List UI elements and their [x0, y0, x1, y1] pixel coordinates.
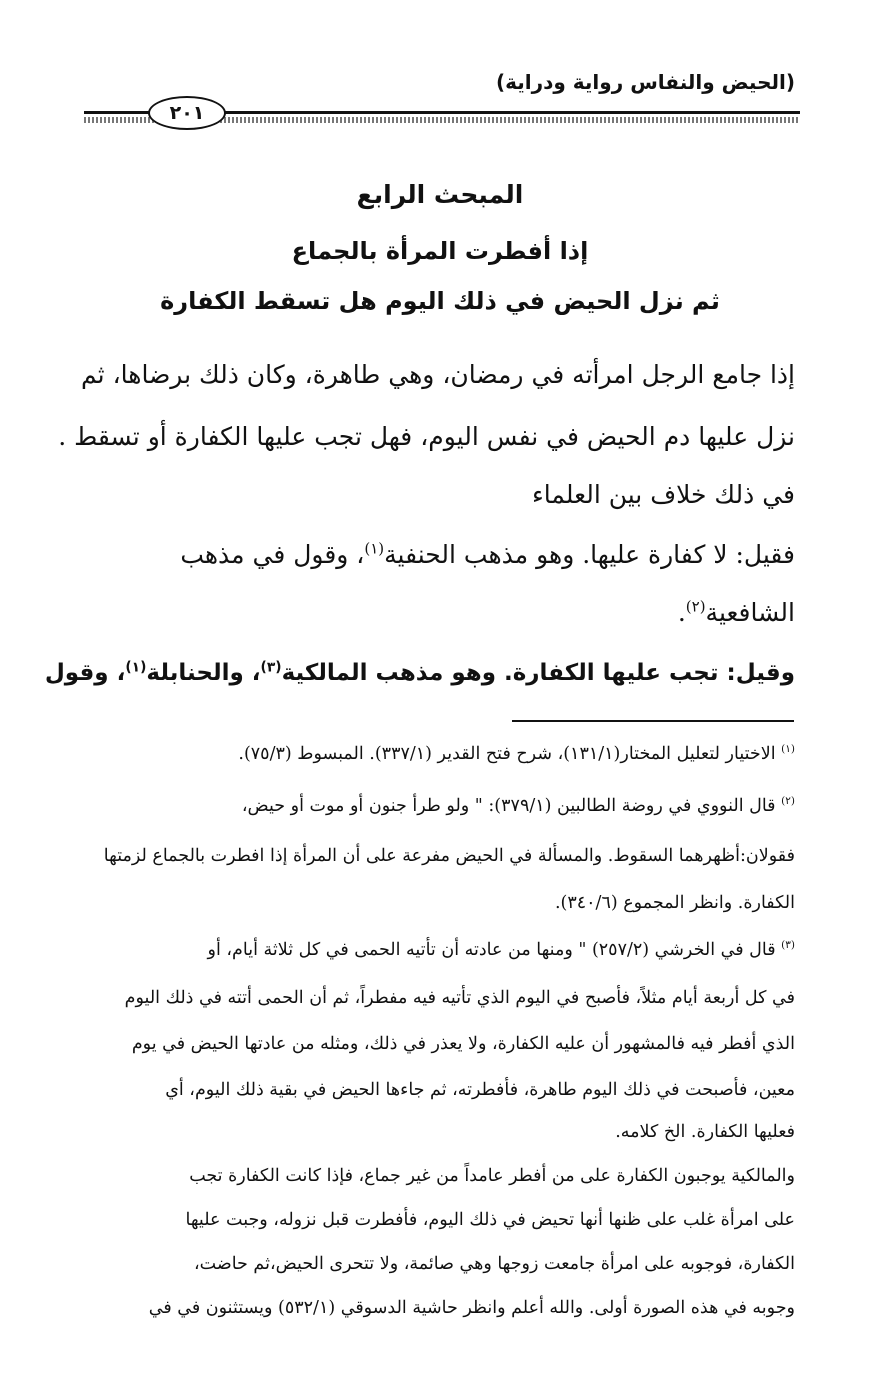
footnote-3-line-5: فعليها الكفارة. الخ كلامه. [615, 1122, 795, 1142]
paragraph-4-text-b: ، والحنابلة [146, 660, 261, 686]
footnote-1-marker: (١) [781, 743, 795, 756]
paragraph-4-text-a: وقيل: تجب عليها الكفارة. وهو مذهب المالكية [281, 660, 795, 686]
paragraph-4 [45, 660, 795, 686]
footnote-ref-4[interactable]: (١) [125, 659, 147, 676]
footnote-3-line-7: على امرأة غلب على ظنها أنها تحيض في ذلك اليوم، فأفطرت قبل نزوله، وجبت عليها [185, 1210, 795, 1230]
footnote-2-marker: (٢) [781, 795, 795, 808]
footnote-1 [238, 744, 795, 764]
footnote-3-line-8: الكفارة، فوجوبه على امرأة جامعت زوجها وهي صائمة، ولا تتحرى الحيض،ثم حاضت، [194, 1254, 795, 1274]
footnote-2-line-2: فقولان:أظهرهما السقوط. والمسألة في الحيض مفرعة على أن المرأة إذا افطرت بالجماع لزمتها [103, 846, 795, 866]
paragraph-2: في ذلك خلاف بين العلماء [532, 480, 795, 509]
footnote-3-text-1: قال في الخرشي (٢٥٧/٢) " ومنها من عادته أن تأتيه الحمى في كل ثلاثة أيام، أو [207, 940, 776, 960]
footnote-2-text-1: قال النووي في روضة الطالبين (٣٧٩/١): " ولو طرأ جنون أو موت أو حيض، [241, 796, 776, 816]
section-subheading-1: إذا أفطرت المرأة بالجماع [291, 237, 589, 265]
footnote-ref-2[interactable]: (٢) [685, 597, 706, 616]
paragraph-3-text-b: ، وقول في مذهب [180, 540, 365, 569]
paragraph-3-text-a: فقيل: لا كفارة عليها. وهو مذهب الحنفية [384, 540, 795, 569]
footnote-2-line-3: الكفارة. وانظر المجموع (٣٤٠/٦). [554, 893, 795, 913]
paragraph-4-text-c: ، وقول [44, 660, 126, 686]
paragraph-3-text-d: . [677, 598, 686, 627]
footnote-2-line-1 [242, 796, 795, 816]
footnote-3-line-4: معين، فأصبحت في ذلك اليوم طاهرة، فأفطرته، ثم جاءها الحيض في بقية ذلك اليوم، أي [165, 1080, 795, 1100]
footnote-3-marker: (٣) [781, 939, 795, 952]
paragraph-3-line-2 [678, 598, 795, 627]
footnote-3-line-9: وجوبه في هذه الصورة أولى. والله أعلم وانظر حاشية الدسوقي (٥٣٢/١) ويستثنون في في [148, 1298, 795, 1318]
paragraph-3-line-1 [180, 540, 795, 569]
paragraph-1-line-1: إذا جامع الرجل امرأته في رمضان، وهي طاهرة، وكان ذلك برضاها، ثم [81, 360, 795, 389]
footnote-ref-1[interactable]: (١) [364, 539, 385, 558]
section-heading: المبحث الرابع [356, 180, 524, 209]
paragraph-1-line-2: نزل عليها دم الحيض في نفس اليوم، فهل تجب عليها الكفارة أو تسقط . [58, 422, 795, 451]
book-title: (الحيض والنفاس رواية ودراية) [495, 70, 795, 94]
footnote-3-line-1 [208, 940, 795, 960]
paragraph-3-text-c: الشافعية [705, 598, 795, 627]
footnote-3-line-2: في كل أربعة أيام مثلاً، فأصبح في اليوم الذي تأتيه فيه مفطراً، ثم أن الحمى أتته في ذلك اليوم [124, 988, 795, 1008]
footnote-separator [512, 720, 794, 722]
footnote-1-text: الاختيار لتعليل المختار(١٣١/١)، شرح فتح القدير (٣٣٧/١). المبسوط (٧٥/٣). [238, 744, 776, 764]
section-subheading-2: ثم نزل الحيض في ذلك اليوم هل تسقط الكفارة [160, 287, 720, 315]
footnote-3-line-6: والمالكية يوجبون الكفارة على من أفطر عامداً من غير جماع، فإذا كانت الكفارة تجب [189, 1166, 795, 1186]
footnote-3-line-3: الذي أفطر فيه فالمشهور أن عليه الكفارة، ولا يعذر في ذلك، ومثله من عادتها الحيض في يوم [131, 1034, 795, 1054]
page-number: ٢٠١ [148, 96, 226, 130]
footnote-ref-3[interactable]: (٣) [260, 659, 282, 676]
